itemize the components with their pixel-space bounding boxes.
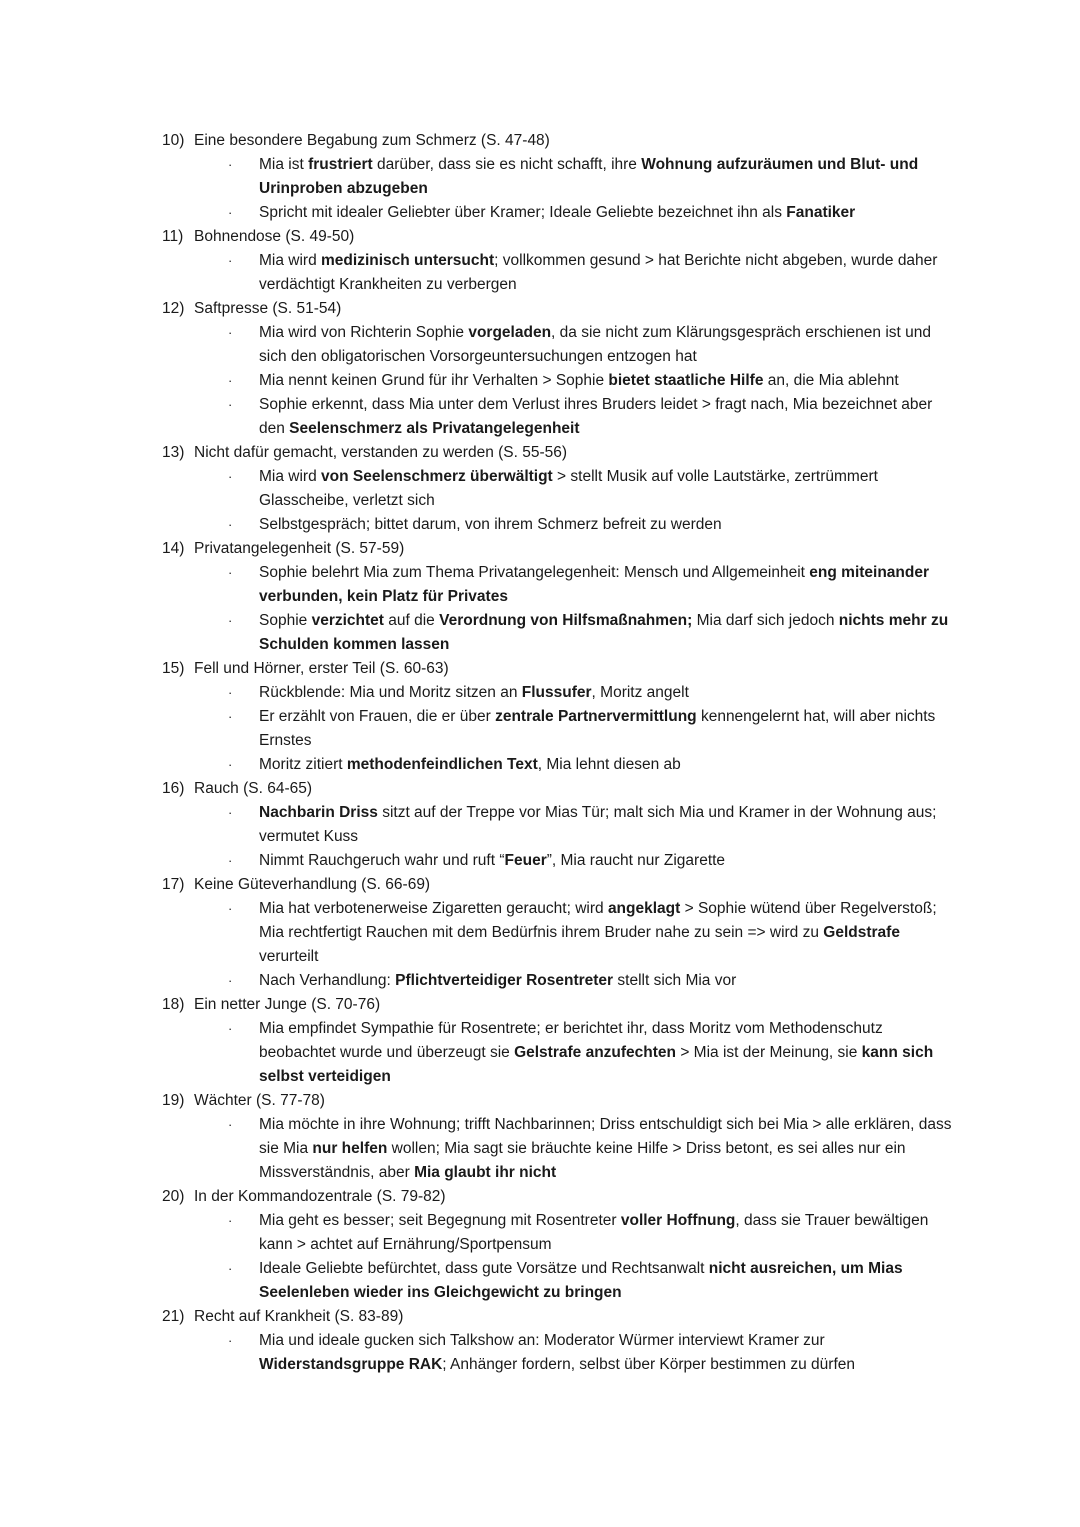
list-item [162,681,962,705]
chapter-heading [162,993,962,1017]
bullet-dot-icon: · [228,853,233,868]
chapter-title: Bohnendose (S. 49-50) [194,228,355,245]
chapter-section [162,129,962,225]
list-item [162,753,962,777]
list-item [162,705,962,753]
bullet-dot-icon: · [228,469,233,484]
chapter-number: 19) [162,1092,185,1109]
chapter-number: 21) [162,1308,185,1325]
body-text: an, die Mia ablehnt [763,372,899,389]
body-text: stellt sich Mia vor [613,972,737,989]
body-text: ; Anhänger fordern, selbst über Körper bestimmen zu dürfen [442,1356,855,1373]
bullet-dot-icon: · [228,517,233,532]
chapter-number: 15) [162,660,185,677]
body-text: , da sie nicht zum Klärungsgespräch erschienen ist und sich den obligatorischen Vorsorgeuntersuchungen entzogen hat [259,324,932,365]
bullet-list [162,249,962,297]
chapter-section [162,297,962,441]
body-text: Mia wird [259,468,322,485]
bullet-dot-icon: · [228,709,233,724]
bold-text: kann sich selbst verteidigen [259,1044,934,1085]
chapter-title: Saftpresse (S. 51-54) [194,300,342,317]
list-item [162,1209,962,1257]
bullet-dot-icon: · [228,325,233,340]
bullet-list [162,153,962,225]
bullet-dot-icon: · [228,901,233,916]
chapter-heading [162,129,962,153]
chapter-heading [162,1305,962,1329]
bold-text: medizinisch untersucht [321,252,495,269]
bold-text: vorgeladen [468,324,552,341]
body-text: sitzt auf der Treppe vor Mias Tür; malt sich Mia und Kramer in der Wohnung aus; vermutet Kuss [259,804,937,845]
list-item [162,969,962,993]
body-text: Mia geht es besser; seit Begegnung mit Rosentreter [259,1212,621,1229]
bold-text: bietet staatliche Hilfe [608,372,764,389]
bullet-dot-icon: · [228,205,233,220]
bullet-list [162,321,962,441]
chapter-heading [162,1089,962,1113]
bullet-list [162,1113,962,1185]
list-item [162,561,962,609]
bullet-list [162,801,962,873]
bullet-dot-icon: · [228,565,233,580]
body-text: Mia hat verbotenerweise Zigaretten geraucht; wird [259,900,608,917]
chapter-title: Rauch (S. 64-65) [194,780,313,797]
bold-text: von Seelenschmerz überwältigt [321,468,553,485]
chapter-section [162,1305,962,1377]
body-text: Mia empfindet Sympathie für Rosentrete; er berichtet ihr, dass Moritz vom Methodenschutz beobachtet wurde und überzeugt sie [259,1020,883,1061]
body-text: > Sophie wütend über Regelverstoß; Mia rechtfertigt Rauchen mit dem Bedürfnis ihrem Bruder nahe zu sein => wird zu [259,900,937,941]
bold-text: Verordnung von Hilfsmaßnahmen; [439,612,693,629]
list-item [162,321,962,369]
body-text: Mia nennt keinen Grund für ihr Verhalten > Sophie [259,372,609,389]
bold-text: Nachbarin Driss [259,804,378,821]
bold-text: Mia glaubt ihr nicht [414,1164,557,1181]
body-text: verurteilt [259,948,319,965]
chapter-number: 12) [162,300,185,317]
body-text: Ideale Geliebte befürchtet, dass gute Vorsätze und Rechtsanwalt [259,1260,709,1277]
bullet-dot-icon: · [228,805,233,820]
chapter-heading [162,537,962,561]
bold-text: Geldstrafe [823,924,900,941]
chapter-number: 18) [162,996,185,1013]
chapter-title: Wächter (S. 77-78) [194,1092,325,1109]
list-item [162,393,962,441]
chapter-number: 17) [162,876,185,893]
bullet-list [162,465,962,537]
bullet-list [162,1329,962,1377]
bullet-list [162,1017,962,1089]
bullet-dot-icon: · [228,157,233,172]
body-text: wollen; Mia sagt sie bräuchte keine Hilfe > Driss betont, es sei alles nur ein Missverständnis, aber [259,1140,906,1181]
bullet-dot-icon: · [228,613,233,628]
chapter-section [162,537,962,657]
chapter-section [162,873,962,993]
bold-text: nichts mehr zu Schulden kommen lassen [259,612,949,653]
bullet-list [162,897,962,993]
bullet-dot-icon: · [228,1021,233,1036]
body-text: , Mia lehnt diesen ab [537,756,681,773]
bullet-dot-icon: · [228,253,233,268]
body-text: Moritz zitiert [259,756,347,773]
chapter-number: 10) [162,132,185,149]
chapter-title: Privatangelegenheit (S. 57-59) [194,540,405,557]
bullet-dot-icon: · [228,973,233,988]
body-text: kennengelernt hat, will aber nichts Ernstes [259,708,936,749]
body-text: Mia darf sich jedoch [692,612,839,629]
bold-text: Flussufer [521,684,592,701]
bold-text: Gelstrafe anzufechten [514,1044,677,1061]
body-text: > Mia ist der Meinung, sie [676,1044,862,1061]
body-text: Mia wird von Richterin Sophie [259,324,469,341]
document-page [162,129,962,1377]
bullet-dot-icon: · [228,757,233,772]
body-text: Nach Verhandlung: [259,972,396,989]
list-item [162,1257,962,1305]
body-text: auf die [383,612,440,629]
chapter-title: Fell und Hörner, erster Teil (S. 60-63) [194,660,449,677]
body-text: ; vollkommen gesund > hat Berichte nicht abgeben, wurde daher verdächtigt Krankheiten zu verbergen [259,252,938,293]
chapter-number: 20) [162,1188,185,1205]
chapter-title: Recht auf Krankheit (S. 83-89) [194,1308,404,1325]
bullet-list [162,1209,962,1305]
bold-text: Seelenschmerz als Privatangelegenheit [289,420,580,437]
chapter-number: 16) [162,780,185,797]
bullet-dot-icon: · [228,373,233,388]
chapter-heading [162,657,962,681]
list-item [162,153,962,201]
chapter-section [162,657,962,777]
bold-text: angeklagt [607,900,681,917]
body-text: Rückblende: Mia und Moritz sitzen an [259,684,522,701]
bold-text: methodenfeindlichen Text [346,756,538,773]
chapter-heading [162,297,962,321]
chapter-number: 11) [162,228,184,245]
bullet-list [162,681,962,777]
bold-text: Wohnung aufzuräumen und Blut- und Urinproben abzugeben [259,156,919,197]
list-item [162,1113,962,1185]
bold-text: eng miteinander verbunden, kein Platz für Privates [259,564,930,605]
body-text: Spricht mit idealer Geliebter über Kramer; Ideale Geliebte bezeichnet ihn als [259,204,787,221]
list-item [162,465,962,513]
list-item [162,201,962,225]
chapter-section [162,1089,962,1185]
bullet-dot-icon: · [228,397,233,412]
bold-text: Pflichtverteidiger Rosentreter [395,972,614,989]
chapter-heading [162,777,962,801]
body-text: Nimmt Rauchgeruch wahr und ruft “ [259,852,505,869]
bullet-dot-icon: · [228,1261,233,1276]
chapter-title: Keine Güteverhandlung (S. 66-69) [194,876,431,893]
chapter-section [162,993,962,1089]
body-text: Mia und ideale gucken sich Talkshow an: Moderator Würmer interviewt Kramer zur [259,1332,825,1349]
chapter-heading [162,873,962,897]
chapter-heading [162,441,962,465]
list-item [162,609,962,657]
chapter-title: Nicht dafür gemacht, verstanden zu werden (S. 55-56) [194,444,568,461]
body-text: Er erzählt von Frauen, die er über [259,708,496,725]
body-text: Sophie erkennt, dass Mia unter dem Verlust ihres Bruders leidet > fragt nach, Mia bezeichnet aber den [259,396,933,437]
list-item [162,369,962,393]
bold-text: Fanatiker [786,204,856,221]
list-item [162,1017,962,1089]
bullet-list [162,561,962,657]
body-text: Mia ist [259,156,309,173]
chapter-number: 14) [162,540,185,557]
body-text: Mia wird [259,252,322,269]
chapter-section [162,225,962,297]
bold-text: Feuer [504,852,547,869]
body-text: Selbstgespräch; bittet darum, von ihrem Schmerz befreit zu werden [259,516,722,533]
body-text: Mia möchte in ihre Wohnung; trifft Nachbarinnen; Driss entschuldigt sich bei Mia > alle erklären, dass sie Mia [259,1116,952,1157]
body-text: , dass sie Trauer bewältigen kann > achtet auf Ernährung/Sportpensum [259,1212,929,1253]
list-item [162,1329,962,1377]
body-text: > stellt Musik auf volle Lautstärke, zertrümmert Glasscheibe, verletzt sich [259,468,878,509]
body-text: Sophie [259,612,312,629]
body-text: Sophie belehrt Mia zum Thema Privatangelegenheit: Mensch und Allgemeinheit [259,564,810,581]
bold-text: nur helfen [312,1140,388,1157]
list-item [162,513,962,537]
body-text: ”, Mia raucht nur Zigarette [546,852,726,869]
chapter-title: Ein netter Junge (S. 70-76) [194,996,381,1013]
chapter-number: 13) [162,444,185,461]
bullet-dot-icon: · [228,1117,233,1132]
body-text: darüber, dass sie es nicht schafft, ihre [372,156,642,173]
list-item [162,849,962,873]
bullet-dot-icon: · [228,1333,233,1348]
list-item [162,897,962,969]
bold-text: verzichtet [311,612,384,629]
bold-text: voller Hoffnung [620,1212,736,1229]
chapter-title: Eine besondere Begabung zum Schmerz (S. 47-48) [194,132,550,149]
bold-text: Widerstandsgruppe RAK [259,1356,443,1373]
bold-text: frustriert [308,156,373,173]
chapter-section [162,441,962,537]
bold-text: nicht ausreichen, um Mias Seelenleben wieder ins Gleichgewicht zu bringen [259,1260,903,1301]
chapter-heading [162,225,962,249]
bullet-dot-icon: · [228,1213,233,1228]
bullet-dot-icon: · [228,685,233,700]
chapter-section [162,777,962,873]
chapter-title: In der Kommandozentrale (S. 79-82) [194,1188,446,1205]
list-item [162,801,962,849]
body-text: , Moritz angelt [591,684,689,701]
chapter-heading [162,1185,962,1209]
chapter-section [162,1185,962,1305]
list-item [162,249,962,297]
bold-text: zentrale Partnervermittlung [495,708,697,725]
